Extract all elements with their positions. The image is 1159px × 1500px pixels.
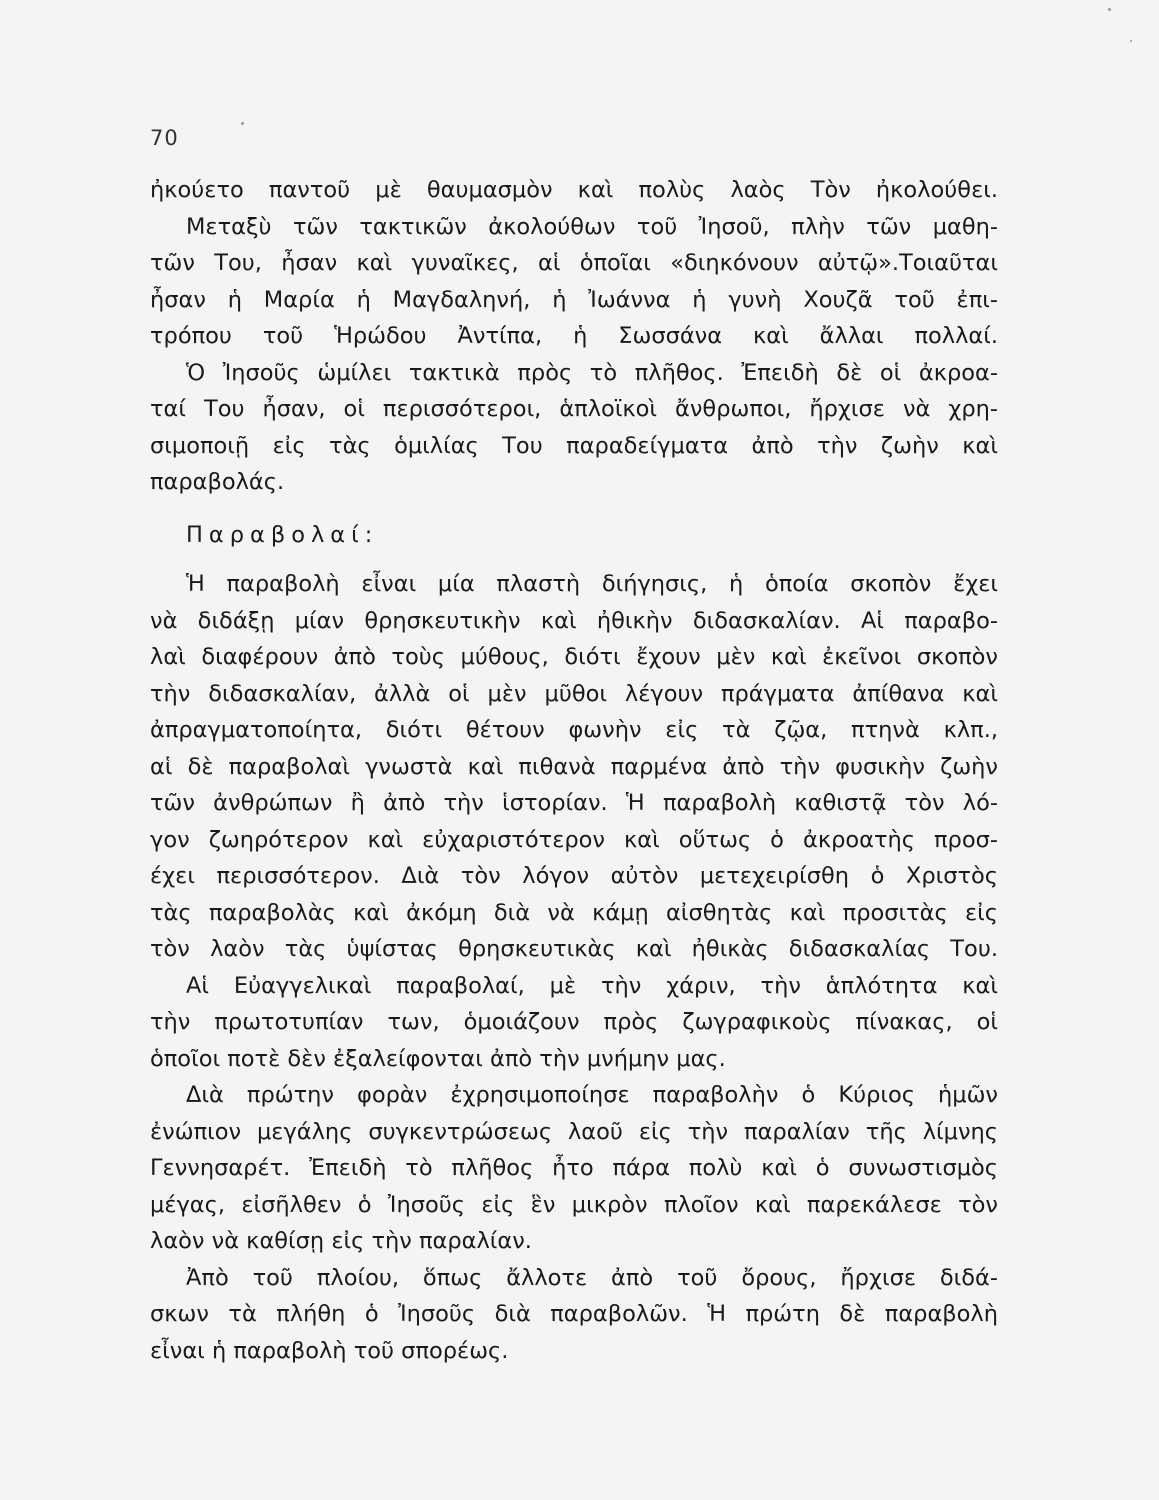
text-line: τῶν ἀνθρώπων ἢ ἀπὸ τὴν ἱστορίαν. Ἡ παραβολὴ καθιστᾷ τὸν λό- xyxy=(150,790,998,816)
text-line: τῶν Του, ἦσαν καὶ γυναῖκες, αἱ ὁποῖαι «διηκόνουν αὐτῷ».Τοιαῦται xyxy=(150,250,998,276)
text-line: ταί Του ἦσαν, οἱ περισσότεροι, ἁπλοϊκοὶ ἄνθρωποι, ἤρχισε νὰ χρη- xyxy=(150,396,998,422)
text-line: Αἱ Εὐαγγελικαὶ παραβολαί, μὲ τὴν χάριν, τὴν ἁπλότητα καὶ xyxy=(186,972,998,999)
text-line: εἶναι ἡ παραβολὴ τοῦ σπορέως. xyxy=(150,1337,509,1364)
scan-speck xyxy=(1130,40,1132,42)
text-line: Διὰ πρώτην φορὰν ἐχρησιμοποίησε παραβολὴν ὁ Κύριος ἡμῶν xyxy=(186,1082,998,1108)
text-line: Γεννησαρέτ. Ἐπειδὴ τὸ πλῆθος ἦτο πάρα πολὺ καὶ ὁ συνωστισμὸς xyxy=(150,1155,998,1181)
text-line: λαὶ διαφέρουν ἀπὸ τοὺς μύθους, διότι ἔχουν μὲν καὶ ἐκεῖνοι σκοπὸν xyxy=(150,644,998,670)
text-line: τρόπου τοῦ Ἡρώδου Ἀντίπα, ἡ Σωσσάνα καὶ ἄλλαι πολλαί. xyxy=(150,323,998,349)
text-line: παραβολάς. xyxy=(150,469,285,495)
text-line: ἠκούετο παντοῦ μὲ θαυμασμὸν καὶ πολὺς λαὸς Τὸν ἠκολούθει. xyxy=(150,177,998,203)
page-number: 70 xyxy=(150,126,179,150)
text-line: μέγας, εἰσῆλθεν ὁ Ἰησοῦς εἰς ἓν μικρὸν πλοῖον καὶ παρεκάλεσε τὸν xyxy=(150,1191,998,1218)
text-line: Ὁ Ἰησοῦς ὡμίλει τακτικὰ πρὸς τὸ πλῆθος. Ἐπειδὴ δὲ οἱ ἀκροα- xyxy=(186,359,998,386)
text-line: τὰς παραβολὰς καὶ ἀκόμη διὰ νὰ κάμῃ αἰσθητὰς καὶ προσιτὰς εἰς xyxy=(150,899,998,926)
text-line: σιμοποιῇ εἰς τὰς ὁμιλίας Του παραδείγματα ἀπὸ τὴν ζωὴν καὶ xyxy=(150,432,998,459)
section-heading: Παραβολαί: xyxy=(186,521,379,548)
text-line: τὴν πρωτοτυπίαν των, ὁμοιάζουν πρὸς ζωγραφικοὺς πίνακας, οἱ xyxy=(150,1009,998,1035)
text-line: λαὸν νὰ καθίσῃ εἰς τὴν παραλίαν. xyxy=(150,1228,532,1254)
text-line: νὰ διδάξῃ μίαν θρησκευτικὴν καὶ ἠθικὴν διδασκαλίαν. Αἱ παραβο- xyxy=(150,607,998,634)
text-line: ἀπραγματοποίητα, διότι θέτουν φωνὴν εἰς τὰ ζῷα, πτηνὰ κλπ., xyxy=(150,717,998,743)
text-line: ὁποῖοι ποτὲ δὲν ἐξαλείφονται ἀπὸ τὴν μνήμην μας. xyxy=(150,1045,726,1072)
text-line: αἱ δὲ παραβολαὶ γνωστὰ καὶ πιθανὰ παρμένα ἀπὸ τὴν φυσικὴν ζωὴν xyxy=(150,753,998,780)
text-line: Μεταξὺ τῶν τακτικῶν ἀκολούθων τοῦ Ἰησοῦ, πλὴν τῶν μαθη- xyxy=(186,213,998,240)
text-line: τὸν λαὸν τὰς ὑψίστας θρησκευτικὰς καὶ ἠθικὰς διδασκαλίας Του. xyxy=(150,936,998,962)
text-line: Ἀπὸ τοῦ πλοίου, ὅπως ἄλλοτε ἀπὸ τοῦ ὄρους, ἤρχισε διδά- xyxy=(186,1264,998,1291)
text-line: γον ζωηρότερον καὶ εὐχαριστότερον καὶ οὕτως ὁ ἀκροατὴς προσ- xyxy=(150,826,998,853)
text-line: Ἡ παραβολὴ εἶναι μία πλαστὴ διήγησις, ἡ ὁποία σκοπὸν ἔχει xyxy=(186,571,998,597)
text-line: έχει περισσότερον. Διὰ τὸν λόγον αὐτὸν μετεχειρίσθη ὁ Χριστὸς xyxy=(150,863,998,889)
text-line: ἦσαν ἡ Μαρία ἡ Μαγδαληνή, ἡ Ἰωάννα ἡ γυνὴ Χουζᾶ τοῦ ἐπι- xyxy=(150,286,998,313)
text-line: τὴν διδασκαλίαν, ἀλλὰ οἱ μὲν μῦθοι λέγουν πράγματα ἀπίθανα καὶ xyxy=(150,680,998,707)
text-line: σκων τὰ πλήθη ὁ Ἰησοῦς διὰ παραβολῶν. Ἡ πρώτη δὲ παραβολὴ xyxy=(150,1301,998,1327)
page-body xyxy=(150,172,998,1369)
scan-speck xyxy=(1108,8,1111,11)
scan-speck xyxy=(241,122,244,125)
text-line: ἐνώπιον μεγάλης συγκεντρώσεως λαοῦ εἰς τὴν παραλίαν τῆς λίμνης xyxy=(150,1118,998,1145)
